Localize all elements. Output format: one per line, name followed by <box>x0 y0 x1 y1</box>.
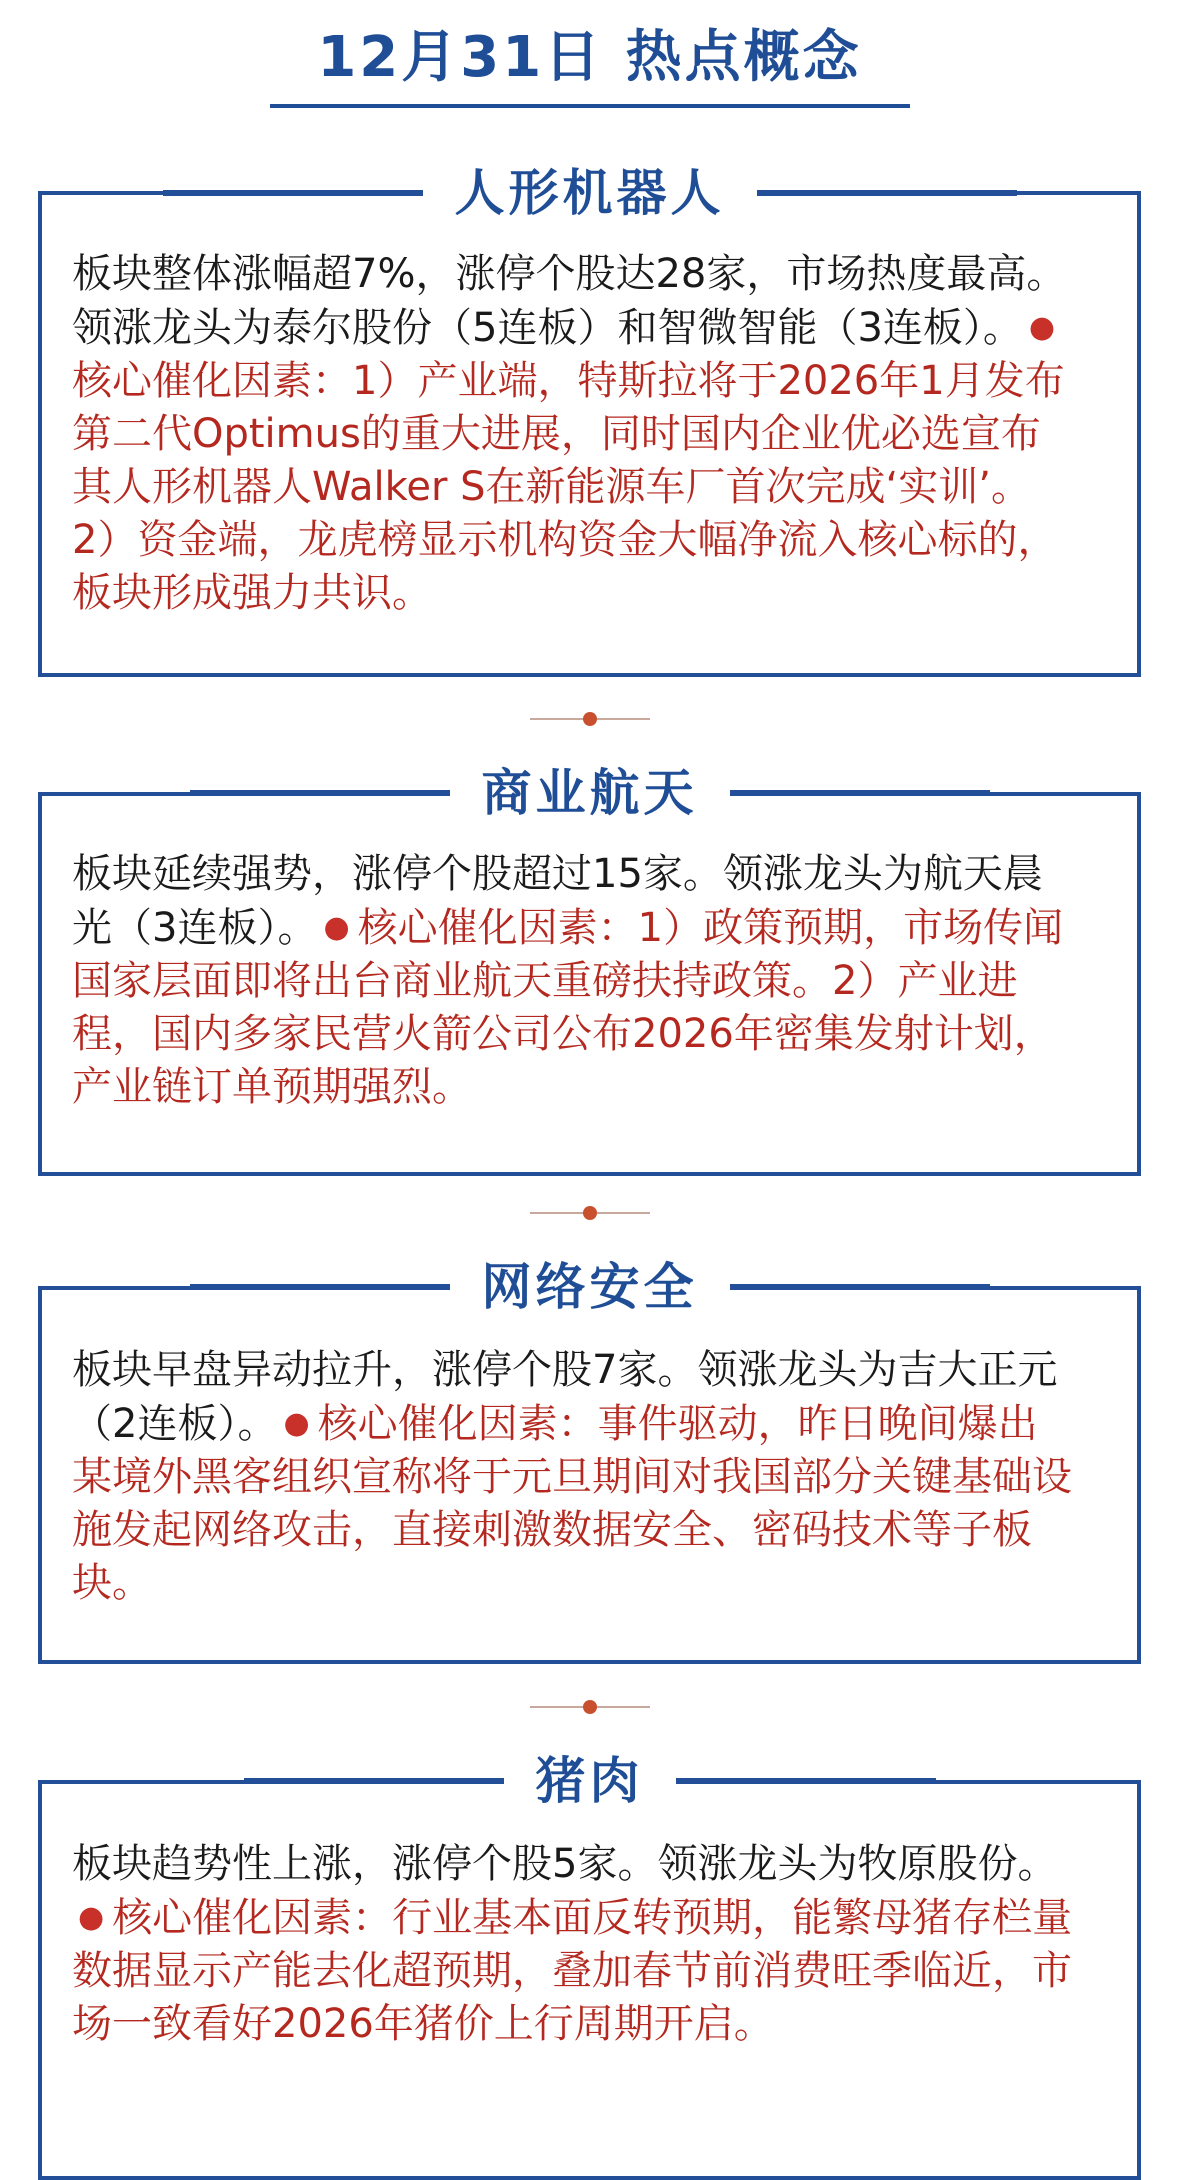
page-title: 12月31日 热点概念 <box>317 25 862 90</box>
section-title: 商业航天 <box>450 758 730 828</box>
heading-rule-right <box>757 190 1017 196</box>
heading-rule-left <box>190 790 450 796</box>
section-title: 猪肉 <box>504 1746 676 1816</box>
section-title: 网络安全 <box>450 1252 730 1322</box>
heading-rule-right <box>676 1778 936 1784</box>
section-catalyst: 核心催化因素：行业基本面反转预期，能繁母猪存栏量数据显示产能去化超预期，叠加春节前消费旺季临近，市场一致看好2026年猪价上行周期开启。 <box>72 1895 1073 2047</box>
bullet-dot-icon: ● <box>283 1406 310 1441</box>
divider-dot-icon <box>583 712 597 726</box>
bullet-dot-icon: ● <box>1028 310 1056 345</box>
section-catalyst: 核心催化因素：事件驱动，昨日晚间爆出某境外黑客组织宣称将于元旦期间对我国部分关键基础设施发起网络攻击，直接刺激数据安全、密码技术等子板块。 <box>72 1401 1072 1606</box>
bullet-dot-icon: ● <box>78 1900 105 1935</box>
section-heading-cybersecurity <box>0 1252 1179 1322</box>
section-catalyst: 核心催化因素：1）政策预期，市场传闻国家层面即将出台商业航天重磅扶持政策。2）产业进程，国内多家民营火箭公司公布2026年密集发射计划，产业链订单预期强烈。 <box>72 905 1064 1110</box>
section-body <box>38 848 1108 1114</box>
heading-rule-left <box>244 1778 504 1784</box>
section-intro: 板块早盘异动拉升，涨停个股7家。领涨龙头为吉大正元（2连板）。 <box>72 1347 1058 1447</box>
section-heading-pork <box>0 1746 1179 1816</box>
section-body <box>38 248 1108 620</box>
section-intro: 板块整体涨幅超7%，涨停个股达28家，市场热度最高。领涨龙头为泰尔股份（5连板）和智微智能（3连板）。 <box>72 251 1067 351</box>
section-title: 人形机器人 <box>423 158 757 228</box>
heading-rule-right <box>730 1284 990 1290</box>
section-heading-commercial-space <box>0 758 1179 828</box>
section-intro: 板块趋势性上涨，涨停个股5家。领涨龙头为牧原股份。 <box>72 1841 1058 1887</box>
heading-rule-right <box>730 790 990 796</box>
section-heading-humanoid-robot <box>0 158 1179 228</box>
section-body <box>38 1344 1108 1610</box>
divider-dot-icon <box>583 1206 597 1220</box>
section-catalyst: 核心催化因素：1）产业端，特斯拉将于2026年1月发布第二代Optimus的重大进展，同时国内企业优必选宣布其人形机器人Walker S在新能源车厂首次完成‘实训’。2）资金端，龙虎榜显示机构资金大幅净流入核心标的，板块形成强力共识。 <box>72 358 1065 616</box>
heading-rule-left <box>190 1284 450 1290</box>
heading-rule-left <box>163 190 423 196</box>
section-intro: 板块延续强势，涨停个股超过15家。领涨龙头为航天晨光（3连板）。 <box>72 851 1043 951</box>
bullet-dot-icon: ● <box>323 910 350 945</box>
section-body <box>38 1838 1108 2051</box>
title-underline <box>270 104 910 108</box>
divider-dot-icon <box>583 1700 597 1714</box>
